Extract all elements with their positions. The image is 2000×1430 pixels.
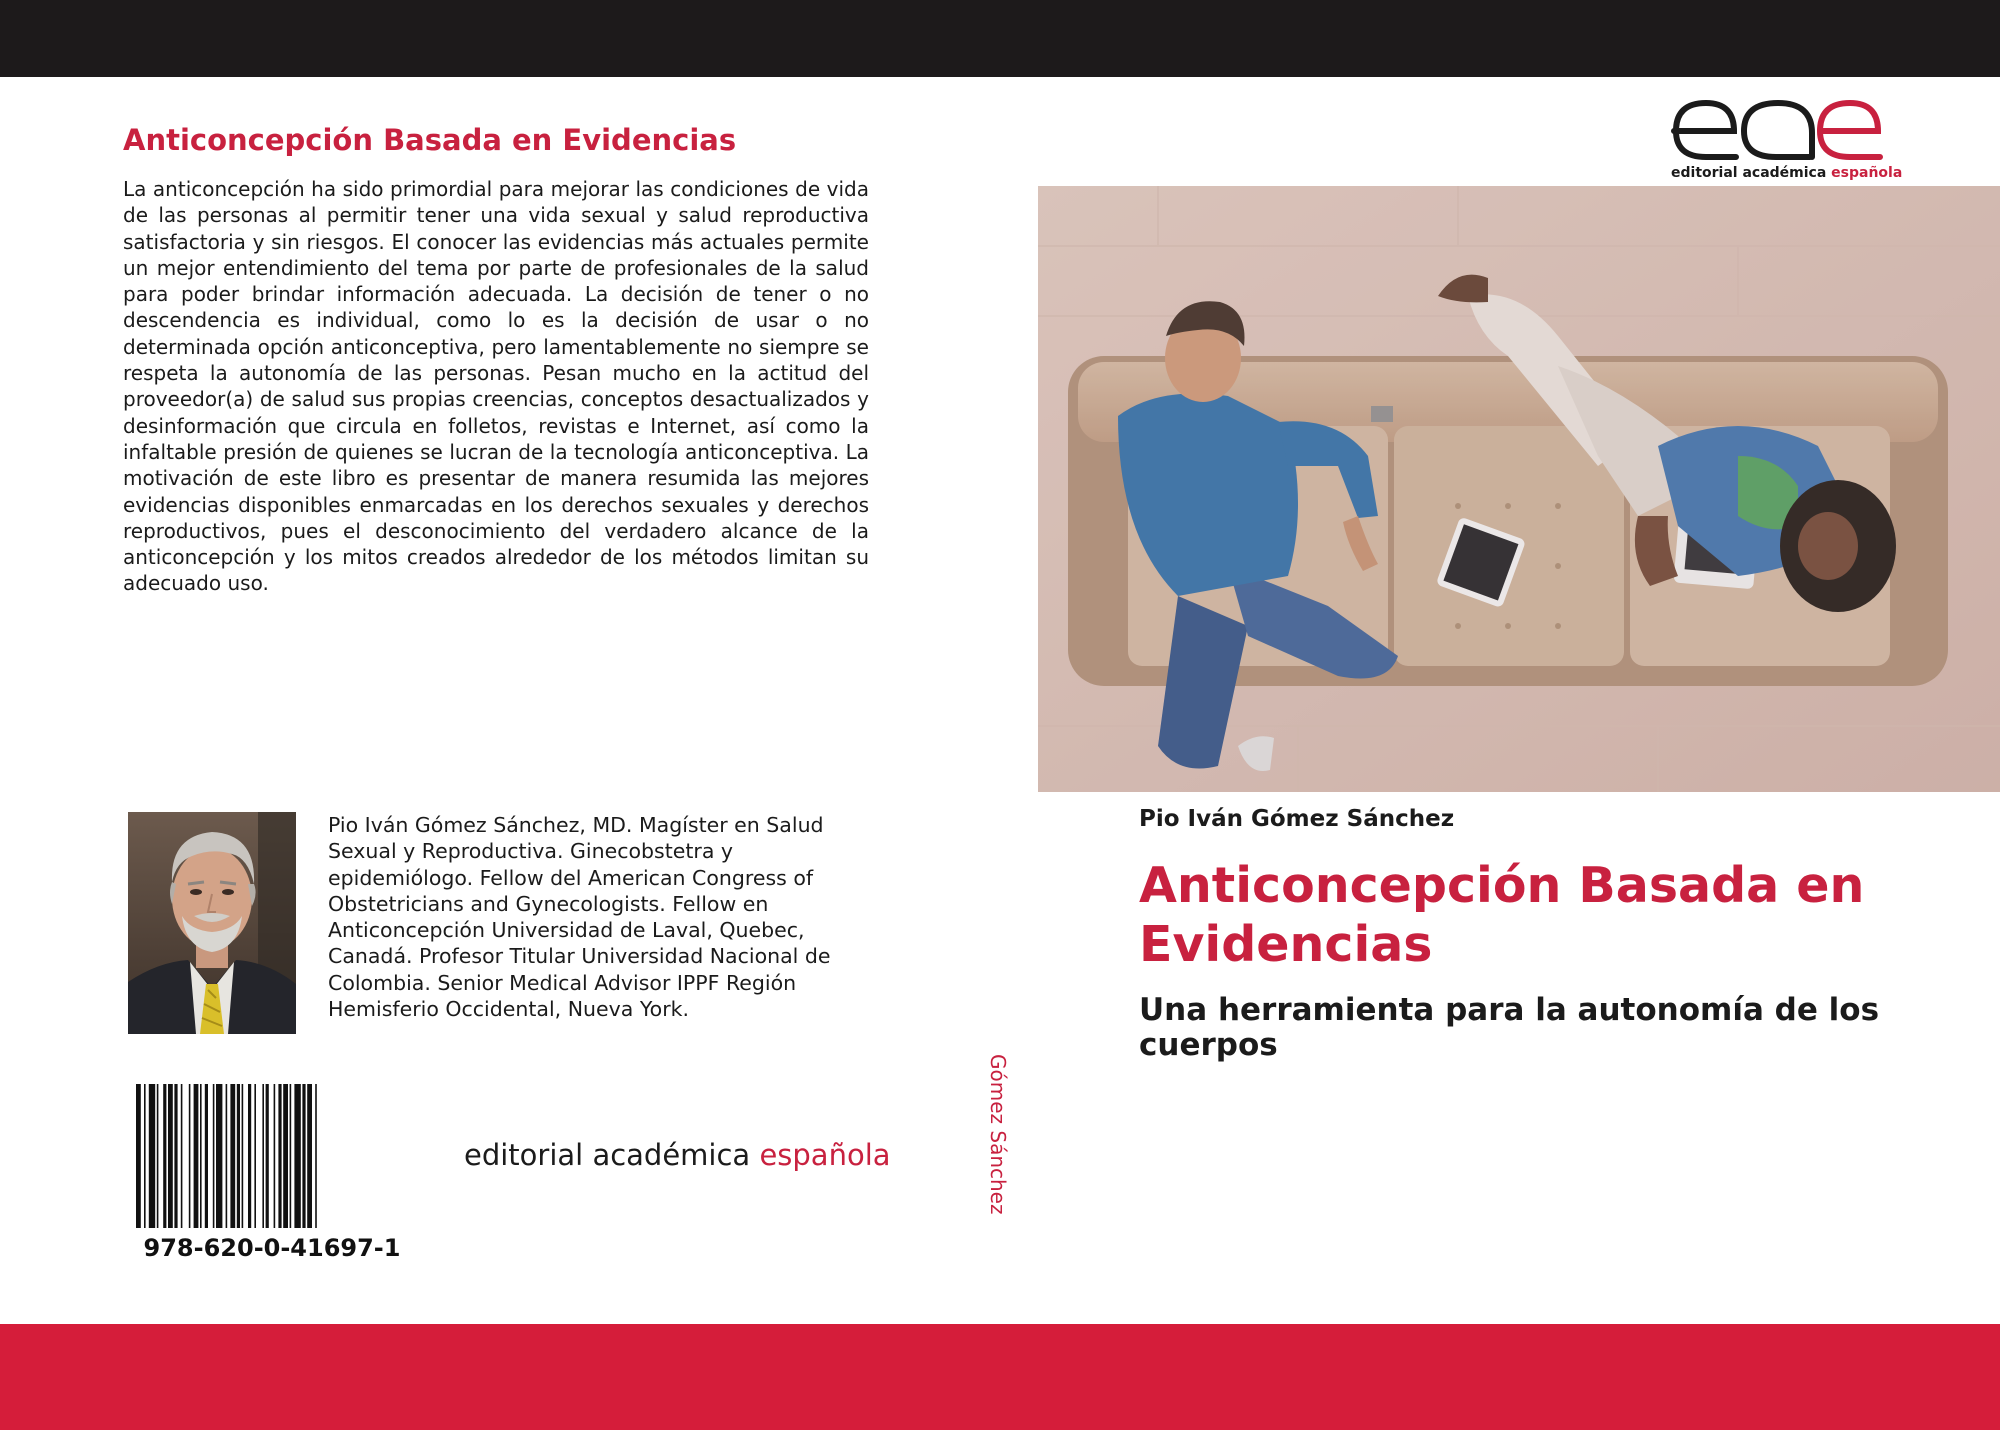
isbn-number: 978-620-0-41697-1: [143, 1234, 401, 1262]
publisher-name-part1: editorial académica: [464, 1138, 760, 1172]
logo-caption-part1: editorial académica: [1671, 165, 1832, 181]
barcode-bar: [302, 1084, 305, 1228]
cover-photo: [1038, 186, 2000, 792]
logo-caption: [1671, 165, 1902, 181]
back-cover-blurb: La anticoncepción ha sido primordial para mejorar las condiciones de vida de las personas al permitir tener una vida sexual y salud reproductiva satisfactoria y sin riesgos. El conocer las evidencias más actuales permite un mejor entendimiento del tema por parte de profesionales de la salud para poder brindar información adecuada. La decisión de tener o no descendencia es individual, como lo es la decisión de usar o no determinada opción anticonceptiva, pero lamentablemente no siempre se respeta la autonomía de las personas. Pesan mucho en la actitud del proveedor(a) de salud sus propias creencias, conceptos desactualizados y desinformación que circula en folletos, revistas e Internet, así como la infaltable presión de quienes se lucran de la tecnología anticonceptiva. La motivación de este libro es presentar de manera resumida las mejores evidencias disponibles enmarcadas en los derechos sexuales y derechos reproductivos, pues el desconocimiento del verdadero alcance de la anticoncepción y los mitos creados alrededor de los métodos limitan su adecuado uso.: [123, 177, 869, 596]
barcode-bar: [157, 1084, 159, 1228]
publisher-logo: [1668, 95, 1903, 185]
eae-logo-icon: [1668, 95, 1884, 163]
back-cover-title: Anticoncepción Basada en Evidencias: [123, 123, 737, 157]
couple-on-sofa-image: [1038, 186, 2000, 792]
front-cover-title: Anticoncepción Basada en Evidencias: [1139, 857, 1865, 973]
top-band: [0, 0, 2000, 77]
barcode-bar: [274, 1084, 276, 1228]
barcode-bar: [290, 1084, 292, 1228]
barcode-bar: [315, 1084, 317, 1228]
logo-caption-part2: española: [1831, 165, 1903, 181]
barcode-bar: [136, 1084, 141, 1228]
barcode-bar: [144, 1084, 146, 1228]
barcode-bar: [266, 1084, 269, 1228]
barcode-bar: [181, 1084, 183, 1228]
barcode-bar: [278, 1084, 281, 1228]
barcode-bar: [242, 1084, 244, 1228]
author-bio: Pio Iván Gómez Sánchez, MD. Magíster en Salud Sexual y Reproductiva. Ginecobstetra y epidemiólogo. Fellow del American Congress of Obstetricians and Gynecologists. Fellow en Anticoncepción Universidad de Laval, Quebec, Canadá. Profesor Titular Universidad Nacional de Colombia. Senior Medical Advisor IPPF Región Hemisferio Occidental, Nueva York.: [328, 813, 831, 1022]
barcode-bar: [248, 1084, 251, 1228]
barcode-bar: [149, 1084, 155, 1228]
barcode-icon: [136, 1084, 408, 1228]
barcode-bar: [174, 1084, 177, 1228]
barcode-bar: [237, 1084, 240, 1228]
barcode-bar: [168, 1084, 173, 1228]
barcode-bar: [200, 1084, 202, 1228]
barcode-bar: [189, 1084, 191, 1228]
publisher-name-part2: española: [759, 1138, 891, 1172]
barcode-bar: [216, 1084, 222, 1228]
barcode-bar: [307, 1084, 312, 1228]
author-photo: [128, 812, 296, 1034]
barcode-bar: [294, 1084, 300, 1228]
barcode-bar: [283, 1084, 288, 1228]
barcode-bar: [262, 1084, 264, 1228]
back-publisher-name: [464, 1138, 891, 1172]
barcode-bar: [226, 1084, 228, 1228]
bottom-band: [0, 1324, 2000, 1430]
barcode-bar: [230, 1084, 235, 1228]
front-cover-author: Pio Iván Gómez Sánchez: [1139, 806, 1455, 832]
spine-author-text: Gómez Sánchez: [986, 1054, 1010, 1215]
barcode-bar: [213, 1084, 215, 1228]
barcode: [136, 1084, 408, 1266]
barcode-bar: [205, 1084, 208, 1228]
barcode-bar: [254, 1084, 256, 1228]
barcode-bar: [194, 1084, 199, 1228]
front-cover-subtitle: Una herramienta para la autonomía de los cuerpos: [1139, 992, 1880, 1063]
barcode-bar: [163, 1084, 166, 1228]
spine-author: [982, 1054, 1012, 1228]
author-portrait-image: [128, 812, 296, 1034]
